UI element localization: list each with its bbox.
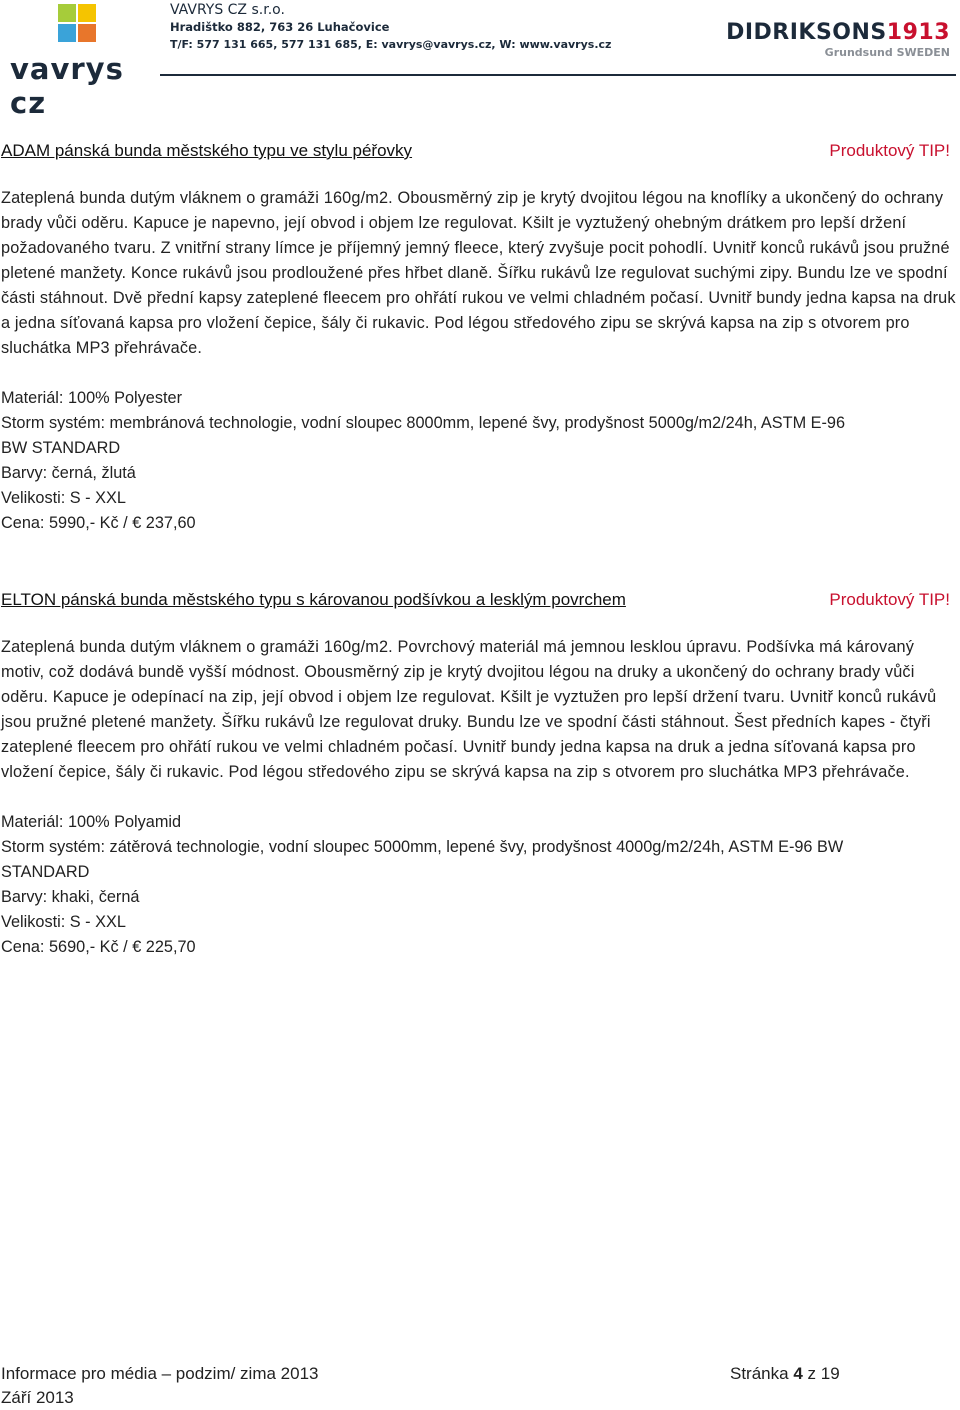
brand-subtitle: Grundsund SWEDEN [824,46,950,59]
footer-title: Informace pro média – podzim/ zima 2013 [1,1364,319,1383]
product-tip-badge: Produktový TIP! [829,590,950,609]
product-tip-badge: Produktový TIP! [829,141,950,160]
product-title-row [1,590,956,615]
spec-price: Cena: 5690,- Kč / € 225,70 [1,938,196,956]
brand-year: 1913 [886,20,950,45]
page-header [0,0,960,120]
product-specs [1,810,956,960]
spec-colors: Barvy: khaki, černá [1,888,140,906]
company-contact: T/F: 577 131 665, 577 131 685, E: vavrys@vavrys.cz, W: www.vavrys.cz [170,38,612,51]
vavrys-logo [8,2,148,120]
product-title: ELTON pánská bunda městského typu s károvanou podšívkou a lesklým povrchem [1,590,626,609]
spec-material: Materiál: 100% Polyamid [1,813,182,831]
logo-text: vavrys cz [10,52,124,120]
spec-storm-line1: Storm systém: membránová technologie, vodní sloupec 8000mm, lepené švy, prodyšnost 5000g/m2/24h, ASTM E-96 [1,414,846,432]
product-section-adam [1,141,956,536]
spec-material: Materiál: 100% Polyester [1,389,182,407]
footer-date: Září 2013 [1,1388,74,1407]
page-total: 19 [820,1364,840,1383]
header-divider [160,74,956,76]
page-prefix: Stránka [730,1364,789,1383]
spec-storm-line2: STANDARD [1,863,90,881]
spec-sizes: Velikosti: S - XXL [1,489,126,507]
spec-colors: Barvy: černá, žlutá [1,464,136,482]
spec-storm-line2: BW STANDARD [1,439,121,457]
page-current: 4 [793,1364,803,1383]
product-description: Zateplená bunda dutým vláknem o gramáži 160g/m2. Povrchový materiál má jemnou lesklou úpravu. Podšívka má károvaný motiv, což dodává bundě vyšší módnost. Obousměrný zip je krytý dvojitou légou na druky a ukončený do ochrany brady vůči oděru. Kapuce je odepínací na zip, její obvod i objem lze regulovat. Kšilt je vyztužen pro lepší držení tvaru. Uvnitř konců rukávů jsou pružné pletené manžety. Šířku rukávů lze regulovat druky. Bundu lze ve spodní části stáhnout. Šest předních kapes - čtyři zateplené fleecem pro ohřátí rukou ve velmi chladném počasí. Uvnitř bundy jedna kapsa na druk a jedna síťovaná kapsa pro vložení čepice, šály či rukavic. Pod légou středového zipu se skrývá kapsa na zip s otvorem pro sluchátka MP3 přehrávače. [1,638,937,781]
product-description: Zateplená bunda dutým vláknem o gramáži 160g/m2. Obousměrný zip je krytý dvojitou légou na knoflíky a ukončený do ochrany brady vůči oděru. Kapuce je napevno, její obvod i objem lze regulovat. Kšilt je vyztužený ohebným drátkem pro lepší držení požadovaného tvaru. Z vnitřní strany límce je příjemný jemný fleece, který zvyšuje pocit pohodlí. Uvnitř konců rukávů jsou pružné pletené manžety. Konce rukávů jsou prodloužené přes hřbet dlaně. Šířku rukávů lze regulovat suchými zipy. Bundu lze ve spodní části stáhnout. Dvě přední kapsy zateplené fleecem pro ohřátí rukou ve velmi chladném počasí. Uvnitř bundy jedna kapsa na druk a jedna síťovaná kapsa pro vložení čepice, šály či rukavic. Pod légou středového zipu se skrývá kapsa na zip s otvorem pro sluchátka MP3 přehrávače. [1,189,956,357]
company-name: VAVRYS CZ s.r.o. [170,2,285,18]
product-title: ADAM pánská bunda městského typu ve stylu péřovky [1,141,413,160]
product-title-row [1,141,956,166]
spec-sizes: Velikosti: S - XXL [1,913,126,931]
page-mid: z [807,1364,817,1383]
company-info [170,2,611,53]
page-number [730,1362,840,1386]
spec-price: Cena: 5990,- Kč / € 237,60 [1,514,196,532]
brand-name [726,20,950,45]
product-specs [1,386,956,536]
brand-main: DIDRIKSONS [726,20,887,45]
spec-storm-line1: Storm systém: zátěrová technologie, vodní sloupec 5000mm, lepené švy, prodyšnost 4000g/m2/24h, ASTM E-96 BW [1,838,844,856]
didriksons-logo [726,20,950,59]
company-address: Hradištko 882, 763 26 Luhačovice [170,20,390,34]
product-section-elton [1,590,956,960]
